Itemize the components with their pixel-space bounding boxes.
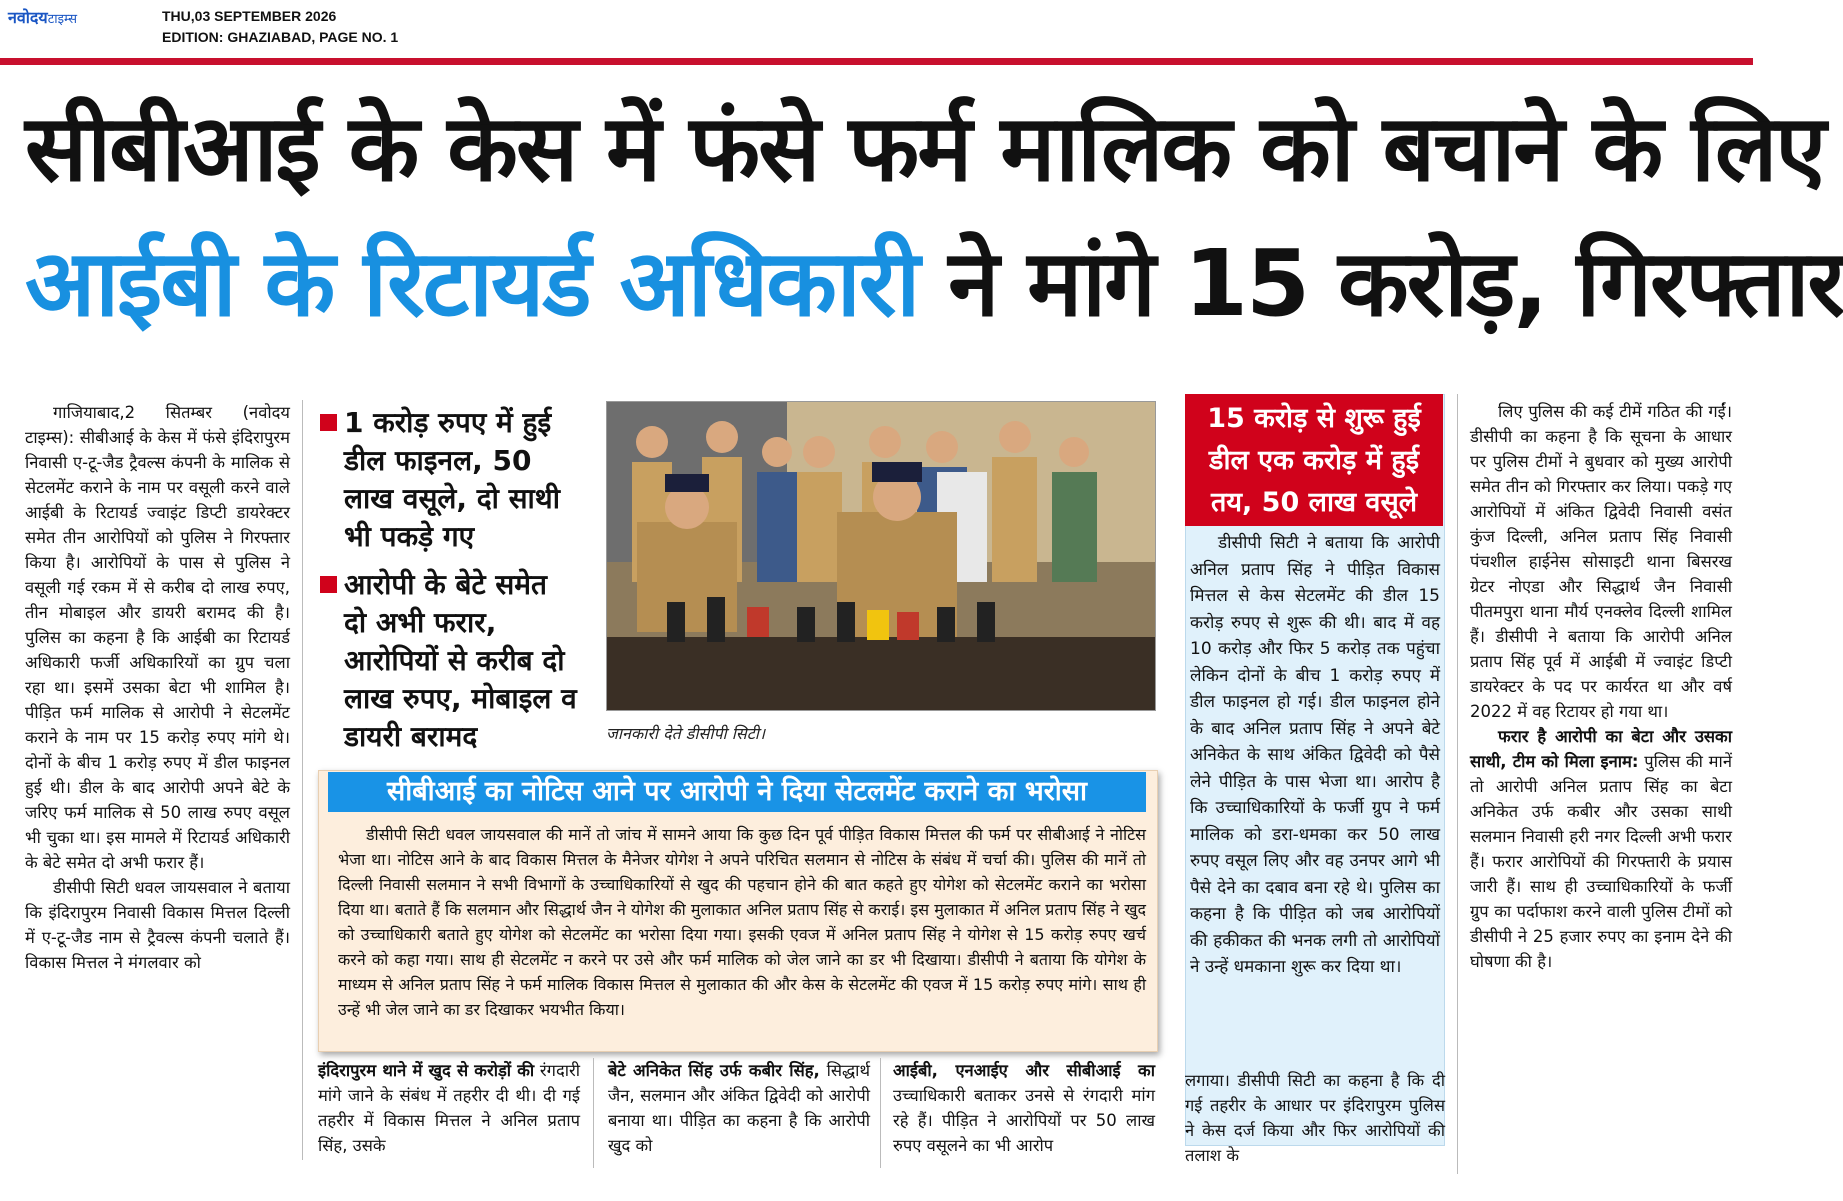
article-column-1 [25, 400, 290, 975]
article-paragraph: सिद्धार्थ जैन, सलमान और अंकित द्विवेदी को आरोपी बनाया था। पीड़ित का कहना है कि आरोपी खुद को [608, 1061, 870, 1155]
inset-text: डीसीपी सिटी धवल जायसवाल की मानें तो जांच में सामने आया कि कुछ दिन पूर्व पीड़ित विकास मित्तल की फर्म पर सीबीआई ने नोटिस भेजा था। नोटिस आने के बाद विकास मित्तल के मैनेजर योगेश ने अपने परिचित सलमान से नोटिस के संबंध में चर्चा की। पुलिस की मानें तो दिल्ली निवासी सलमान ने सभी विभागों के उच्चाधिकारियों से खुद की पहचान होने की बात कहते हुए योगेश को सेटलमेंट कराने का भरोसा दिया था। बताते हैं कि सलमान और सिद्धार्थ जैन ने योगेश की मुलाकात अनिल प्रताप सिंह से कराई। इस मुलाकात में अनिल प्रताप सिंह ने खुद को उच्चाधिकारी बताते हुए योगेश को सेटलमेंट का भरोसा दिया गया। इसकी एवज में अनिल प्रताप सिंह ने योगेश से 15 करोड़ रुपए खर्च करने को कहा गया। साथ ही सेटलमेंट न करने पर उसे और फर्म मालिक को जेल जाने का डर भी दिखाया। डीसीपी ने बताया कि योगेश के माध्यम से अनिल प्रताप सिंह ने फर्म मालिक विकास मित्तल से मुलाकात की और केस के सेटलमेंट की एवज में 15 करोड़ रुपए मांगे। साथ ही उन्हें भी जेल जाने का डर दिखाकर भयभीत किया। [338, 825, 1146, 1019]
dateline [162, 6, 398, 48]
bullet-square-icon [320, 414, 337, 431]
column-divider [302, 400, 303, 1160]
logo-sub: टाइम्स [47, 12, 78, 27]
sidebar-box-title: 15 करोड़ से शुरू हुई डील एक करोड़ में हुई तय, 50 लाख वसूले [1185, 394, 1443, 526]
subheading: आईबी, एनआईए और सीबीआई का [893, 1061, 1155, 1080]
article-paragraph: डीसीपी सिटी धवल जायसवाल ने बताया कि इंदिरापुरम निवासी विकास मित्तल दिल्ली में ए-टू-जैड नाम से ट्रैवल्स कंपनी चलाते हैं। विकास मित्तल ने मंगलवार को [25, 878, 290, 972]
article-paragraph-text: पुलिस की मानें तो आरोपी अनिल प्रताप सिंह का बेटा अनिकेत उर्फ कबीर और उसका साथी सलमान निवासी हरी नगर दिल्ली अभी फरार हैं। फरार आरोपियों की गिरफ्तारी के प्रयास जारी हैं। साथ ही उच्चाधिकारियों के फर्जी ग्रुप का पर्दाफाश करने वाली पुलिस टीमों को डीसीपी ने 25 हजार रुपए का इनाम देने की घोषणा की है। [1470, 752, 1732, 971]
article-paragraph: गाजियाबाद,2 सितम्बर (नवोदय टाइम्स): सीबीआई के केस में फंसे इंदिरापुरम निवासी ए-टू-जैड ट्रैवल्स कंपनी के मालिक से सेटलमेंट कराने के नाम पर वसूली करने वाले आईबी के रिटायर्ड ज्वाइंट डिप्टी डायरेक्टर समेत तीन आरोपियों को पुलिस ने गिरफ्तार किया है। आरोपियों के पास से पुलिस ने वसूली गई रकम में से करीब दो लाख रुपए, तीन मोबाइल और डायरी बरामद की है। पुलिस का कहना है कि आईबी का रिटायर्ड अधिकारी फर्जी अधिकारियों का ग्रुप चला रहा था। इसमें उसका बेटा भी शामिल है। पीड़ित फर्म मालिक से आरोपी ने सेटलमेंट कराने के नाम पर 15 करोड़ रुपए मांगे थे। दोनों के बीच 1 करोड़ रुपए में डील फाइनल हुई थी। डील के बाद आरोपी अपने बेटे के जरिए फर्म मालिक से 50 लाख रुपए वसूल भी चुका था। इस मामले में रिटायर्ड अधिकारी के बेटे समेत दो अभी फरार हैं। [25, 403, 290, 872]
article-paragraph: लिए पुलिस की कई टीमें गठित की गईं। डीसीपी का कहना है कि सूचना के आधार पर पुलिस टीमों ने बुधवार को मुख्य आरोपी समेत तीन को गिरफ्तार कर लिया। पकड़े गए आरोपियों में अंकित द्विवेदी निवासी वसंत कुंज दिल्ली, अनिल प्रताप सिंह निवासी पंचशील हाईनेस सोसाइटी थाना बिसरख ग्रेटर नोएडा और सिद्धार्थ जैन निवासी पीतमपुरा थाना मौर्य एनक्लेव दिल्ली शामिल हैं। डीसीपी ने बताया कि आरोपी अनिल प्रताप सिंह पूर्व में आईबी में ज्वाइंट डिप्टी डायरेक्टर के पद पर कार्यरत था और वर्ष 2022 में वह रिटायर हो गया था। [1470, 402, 1732, 721]
inset-title: सीबीआई का नोटिस आने पर आरोपी ने दिया सेटलमेंट कराने का भरोसा [328, 772, 1146, 812]
subheading: इंदिरापुरम थाने में खुद से करोड़ों की [318, 1061, 535, 1080]
article-column-3 [608, 1058, 870, 1158]
column-divider [593, 1058, 594, 1168]
article-column-5-bottom: लगाया। डीसीपी सिटी का कहना है कि दी गई तहरीर के आधार पर इंदिरापुरम पुलिस ने केस दर्ज किया और फिर आरोपियों की तलाश के [1185, 1071, 1445, 1165]
highlight-item [318, 566, 578, 756]
header-divider [0, 58, 1753, 65]
article-column-4 [893, 1058, 1155, 1158]
issue-date: THU,03 SEPTEMBER 2026 [162, 8, 337, 24]
column-divider [880, 1058, 881, 1168]
article-paragraph: उच्चाधिकारी बताकर उनसे से रंगदारी मांग रहे हैं। पीड़ित ने आरोपियों पर 50 लाख रुपए वसूलने का भी आरोप [893, 1086, 1155, 1155]
logo-main: नवोदय [8, 8, 48, 27]
column-divider [1457, 394, 1458, 1174]
edition-info: EDITION: GHAZIABAD, PAGE NO. 1 [162, 29, 399, 45]
highlight-text: आरोपी के बेटे समेत दो अभी फरार, आरोपियों से करीब दो लाख रुपए, मोबाइल व डायरी बरामद [344, 568, 577, 753]
subheading: बेटे अनिकेत सिंह उर्फ कबीर सिंह, [608, 1061, 820, 1080]
article-column-2 [318, 1058, 580, 1158]
subheading: फरार है आरोपी का बेटा और उसका साथी, टीम को मिला इनाम: [1470, 727, 1732, 771]
article-column-6 [1470, 399, 1732, 974]
sidebar-box-text: डीसीपी सिटी ने बताया कि आरोपी अनिल प्रताप सिंह ने पीड़ित विकास मित्तल से केस सेटलमेंट की डील 15 करोड़ रुपए से शुरू की थी। बाद में वह 10 करोड़ और फिर 5 करोड़ तक पहुंचा लेकिन दोनों के बीच 1 करोड़ रुपए में डील फाइनल हो गई। डील फाइनल होने के बाद अनिल प्रताप सिंह ने अपने बेटे अनिकेत के साथ अंकित द्विवेदी को पैसे लेने पीड़ित के पास भेजा था। आरोप है कि उच्चाधिकारियों के फर्जी ग्रुप ने फर्म मालिक को डरा-धमका कर 50 लाख रुपए वसूल लिए और वह उनपर आगे भी पैसे देने का दबाव बना रहे थे। पुलिस का कहना है कि पीड़ित को जब आरोपियों की हकीकत की भनक लगी तो आरोपियों ने उन्हें धमकाना शुरू कर दिया था। [1190, 533, 1440, 977]
newspaper-logo[interactable] [8, 6, 77, 28]
headline-rest: ने मांगे 15 करोड़, गिरफ्तार [948, 230, 1843, 337]
photo-caption: जानकारी देते डीसीपी सिटी। [606, 724, 766, 743]
article-paragraph [1470, 724, 1732, 974]
bullet-square-icon [320, 576, 337, 593]
headline-highlight: आईबी के रिटायर्ड अधिकारी [25, 230, 919, 337]
highlights [318, 404, 578, 766]
photo-illustration [607, 402, 1155, 710]
highlight-text: 1 करोड़ रुपए में हुई डील फाइनल, 50 लाख वसूले, दो साथी भी पकड़े गए [344, 406, 560, 553]
headline-line1: सीबीआई के केस में फंसे फर्म मालिक को बचाने के लिए [25, 95, 1825, 202]
headline-line2 [25, 225, 1843, 343]
press-conference-photo[interactable] [606, 401, 1156, 711]
highlight-item [318, 404, 578, 556]
article-paragraph: रंगदारी मांगे जाने के संबंध में तहरीर दी थी। दी गई तहरीर में विकास मित्तल ने अनिल प्रताप सिंह, उसके [318, 1061, 581, 1155]
